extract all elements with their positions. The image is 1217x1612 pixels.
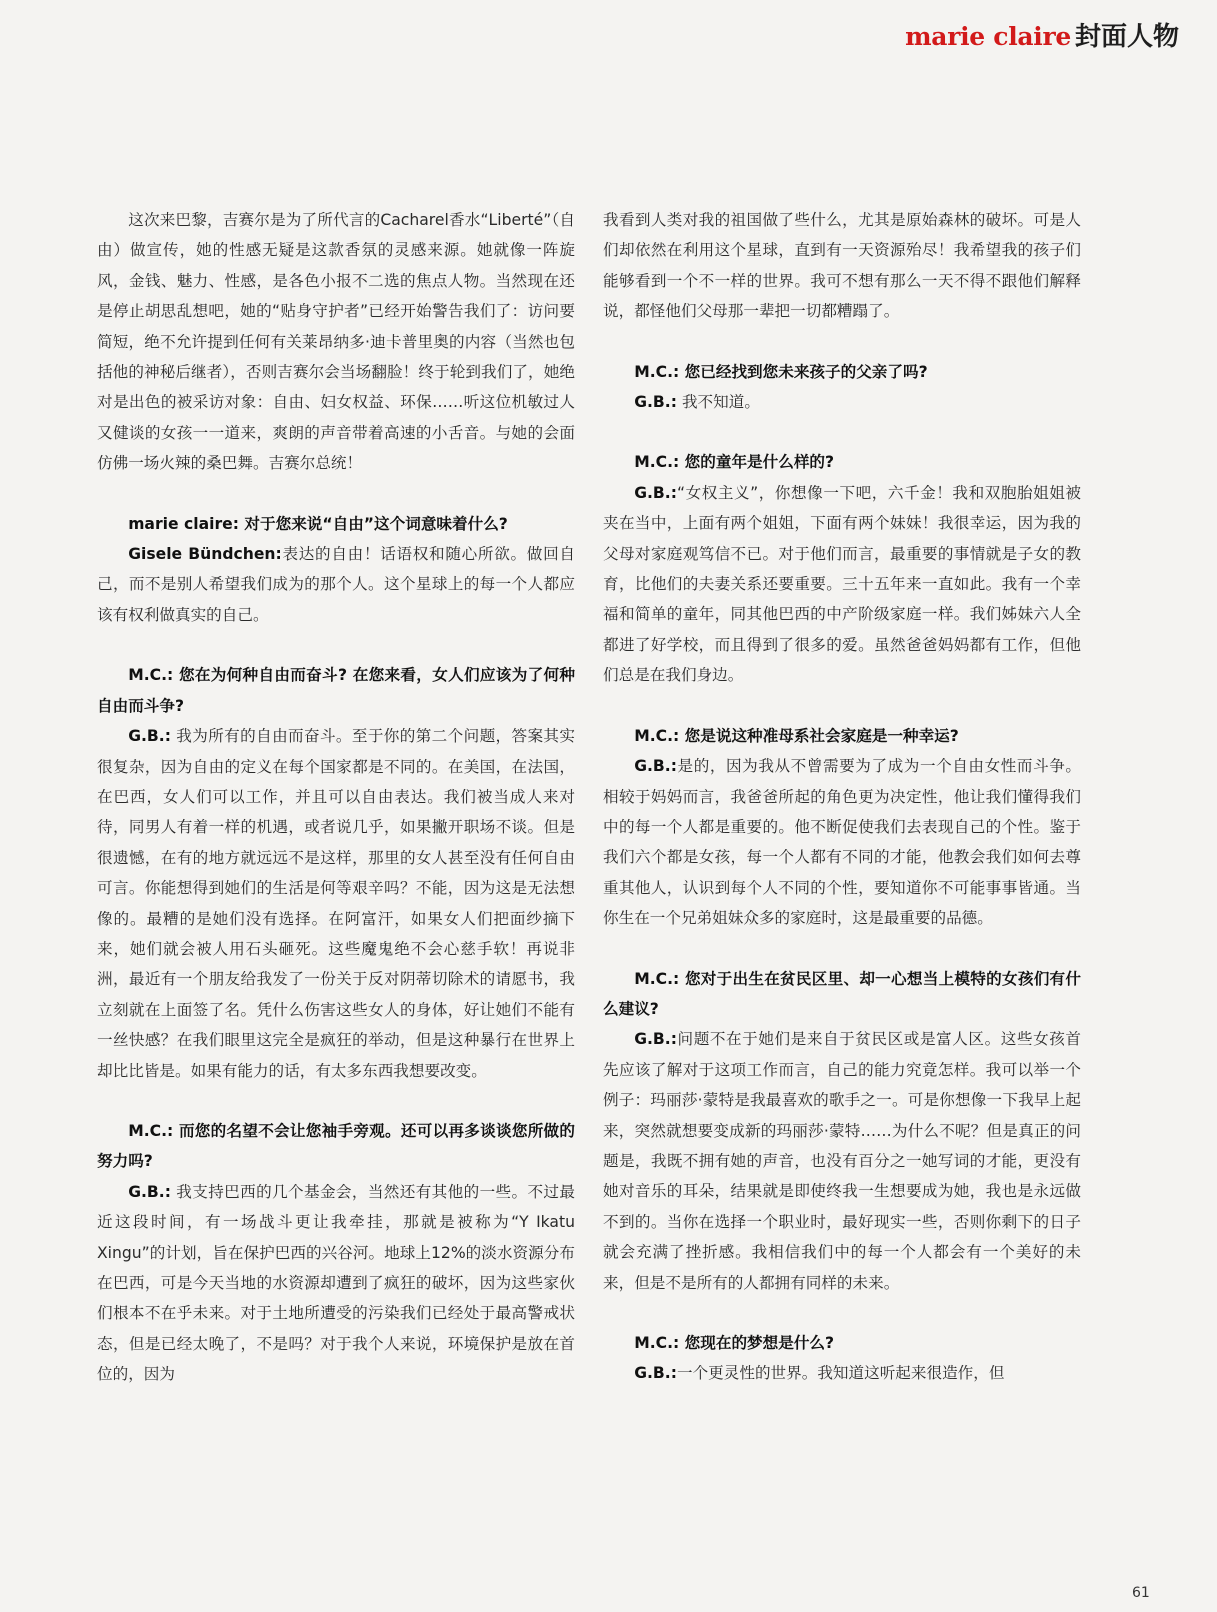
intro-paragraph: 这次来巴黎，吉赛尔是为了所代言的Cacharel香水“Liberté”（自由）做宣传，她的性感无疑是这款香氛的灵感来源。她就像一阵旋风，金钱、魅力、性感，是各色小报不二选的焦点人物。当然现在还是停止胡思乱想吧，她的“贴身守护者”已经开始警告我们了：访问要简短，绝不允许提到任何有关莱昂纳多·迪卡普里奥的内容（当然也包括他的神秘后继者），否则吉赛尔会当场翻脸！终于轮到我们了，她绝对是出色的被采访对象：自由、妇女权益、环保……听这位机敏过人又健谈的女孩一一道来，爽朗的声音带着高速的小舌音。与她的会面仿佛一场火辣的桑巴舞。吉赛尔总统！	[97, 211, 575, 473]
question-text: 而您的名望不会让您袖手旁观。还可以再多谈谈您所做的努力吗?	[97, 1121, 575, 1171]
answer-speaker: G.B.:	[634, 1364, 677, 1383]
left-column	[97, 205, 575, 1390]
question	[603, 447, 1081, 477]
section-title: 封面人物	[1074, 22, 1179, 52]
question-speaker: M.C.:	[128, 1121, 174, 1140]
answer-speaker: G.B.:	[634, 1030, 677, 1049]
answer	[603, 1024, 1081, 1298]
question	[603, 1328, 1081, 1358]
answer-text: 一个更灵性的世界。我知道这听起来很造作，但	[676, 1364, 1005, 1383]
question-text: 您在为何种自由而奋斗? 在您来看，女人们应该为了何种自由而斗争?	[97, 666, 575, 715]
answer	[97, 1177, 575, 1390]
question-speaker: M.C.:	[128, 666, 174, 685]
question-speaker: M.C.:	[634, 1334, 680, 1352]
question-text: 您是说这种准母系社会家庭是一种幸运?	[684, 726, 959, 745]
answer-text: 我为所有的自由而奋斗。至于你的第二个问题，答案其实很复杂，因为自由的定义在每个国家都是不同的。在美国，在法国，在巴西，女人们可以工作，并且可以自由表达。我们被当成人来对待，同男人有着一样的机遇，或者说几乎，如果撇开职场不谈。但是很遗憾，在有的地方就远远不是这样，那里的女人甚至没有任何自由可言。你能想得到她们的生活是何等艰辛吗？不能，因为这是无法想像的。最糟的是她们没有选择。在阿富汗，如果女人们把面纱摘下来，她们就会被人用石头砸死。这些魔鬼绝不会心慈手软！再说非洲，最近有一个朋友给我发了一份关于反对阴蒂切除术的请愿书，我立刻就在上面签了名。凭什么伤害这些女人的身体，好让她们不能有一丝快感？在我们眼里这完全是疯狂的举动，但是这种暴行在世界上却比比皆是。如果有能力的话，有太多东西我想要改变。	[97, 727, 575, 1080]
answer	[603, 478, 1081, 691]
answer-text: 问题不在于她们是来自于贫民区或是富人区。这些女孩首先应该了解对于这项工作而言，自己的能力究竟怎样。我可以举一个例子：玛丽莎·蒙特是我最喜欢的歌手之一。可是你想像一下我早上起来，突然就想要变成新的玛丽莎·蒙特……为什么不呢？但是真正的问题是，我既不拥有她的声音，也没有百分之一她写词的才能，更没有她对音乐的耳朵，结果就是即使终我一生想要成为她，我也是永远做不到的。当你在选择一个职业时，最好现实一些，否则你剩下的日子就会充满了挫折感。我相信我们中的每一个人都会有一个美好的未来，但是不是所有的人都拥有同样的未来。	[603, 1030, 1081, 1292]
question-text: 您现在的梦想是什么?	[684, 1334, 835, 1352]
answer-text: 是的，因为我从不曾需要为了成为一个自由女性而斗争。相较于妈妈而言，我爸爸所起的角色更为决定性，他让我们懂得我们中的每一个人都是重要的。他不断促使我们去表现自己的个性。鉴于我们六个都是女孩，每一个人都有不同的才能，他教会我们如何去尊重其他人，认识到每个人不同的个性，要知道你不可能事事皆通。当你生在一个兄弟姐妹众多的家庭时，这是最重要的品德。	[603, 757, 1081, 928]
question	[97, 509, 575, 539]
question	[603, 721, 1081, 751]
answer-text: 我支持巴西的几个基金会，当然还有其他的一些。不过最近这段时间，有一场战斗更让我牵挂，那就是被称为“Y Ikatu Xingu”的计划，旨在保护巴西的兴谷河。地球上12%的淡水资源分布在巴西，可是今天当地的水资源却遭到了疯狂的破坏，因为这些家伙们根本不在乎未来。对于土地所遭受的污染我们已经处于最高警戒状态，但是已经太晚了，不是吗？对于我个人来说，环境保护是放在首位的，因为	[97, 1182, 575, 1384]
question	[97, 1116, 575, 1177]
answer	[603, 1358, 1081, 1388]
answer	[603, 751, 1081, 933]
question-speaker: M.C.:	[634, 726, 680, 745]
right-column	[603, 205, 1081, 1389]
question-speaker: M.C.:	[634, 362, 680, 381]
page-number: 61	[1132, 1585, 1150, 1601]
answer-speaker: G.B.:	[634, 483, 677, 502]
question-speaker: marie claire:	[128, 514, 239, 533]
continued-paragraph: 我看到人类对我的祖国做了些什么，尤其是原始森林的破坏。可是人们却依然在利用这个星球，直到有一天资源殆尽！我希望我的孩子们能够看到一个不一样的世界。我可不想有那么一天不得不跟他们解释说，都怪他们父母那一辈把一切都糟蹋了。	[603, 211, 1081, 321]
question	[97, 660, 575, 721]
question-text: 您已经找到您未来孩子的父亲了吗?	[684, 362, 928, 381]
question	[603, 357, 1081, 387]
answer-speaker: G.B.:	[634, 393, 677, 412]
question-text: 您对于出生在贫民区里、却一心想当上模特的女孩们有什么建议?	[603, 969, 1081, 1018]
question	[603, 964, 1081, 1025]
question-speaker: M.C.:	[634, 453, 680, 472]
question-speaker: M.C.:	[634, 969, 680, 988]
answer-text: “女权主义”，你想像一下吧，六千金！我和双胞胎姐姐被夹在当中，上面有两个姐姐，下面有两个妹妹！我很幸运，因为我的父母对家庭观笃信不已。对于他们而言，最重要的事情就是子女的教育，比他们的夫妻关系还要重要。三十五年来一直如此。我有一个幸福和简单的童年，同其他巴西的中产阶级家庭一样。我们姊妹六人全都进了好学校，而且得到了很多的爱。虽然爸爸妈妈都有工作，但他们总是在我们身边。	[603, 483, 1081, 685]
answer-speaker: Gisele Bündchen:	[128, 545, 282, 564]
answer-speaker: G.B.:	[128, 1182, 171, 1201]
answer	[97, 721, 575, 1086]
answer-text: 表达的自由！话语权和随心所欲。做回自己，而不是别人希望我们成为的那个人。这个星球上的每一个人都应该有权利做真实的自己。	[97, 545, 575, 624]
page-header	[905, 16, 1179, 53]
brand-logo: marie claire	[905, 22, 1071, 51]
answer-speaker: G.B.:	[128, 727, 171, 746]
question-text: 对于您来说“自由”这个词意味着什么?	[244, 514, 508, 533]
answer	[97, 539, 575, 630]
answer-speaker: G.B.:	[634, 757, 677, 776]
answer	[603, 387, 1081, 417]
answer-text: 我不知道。	[681, 393, 760, 412]
question-text: 您的童年是什么样的?	[684, 453, 835, 472]
